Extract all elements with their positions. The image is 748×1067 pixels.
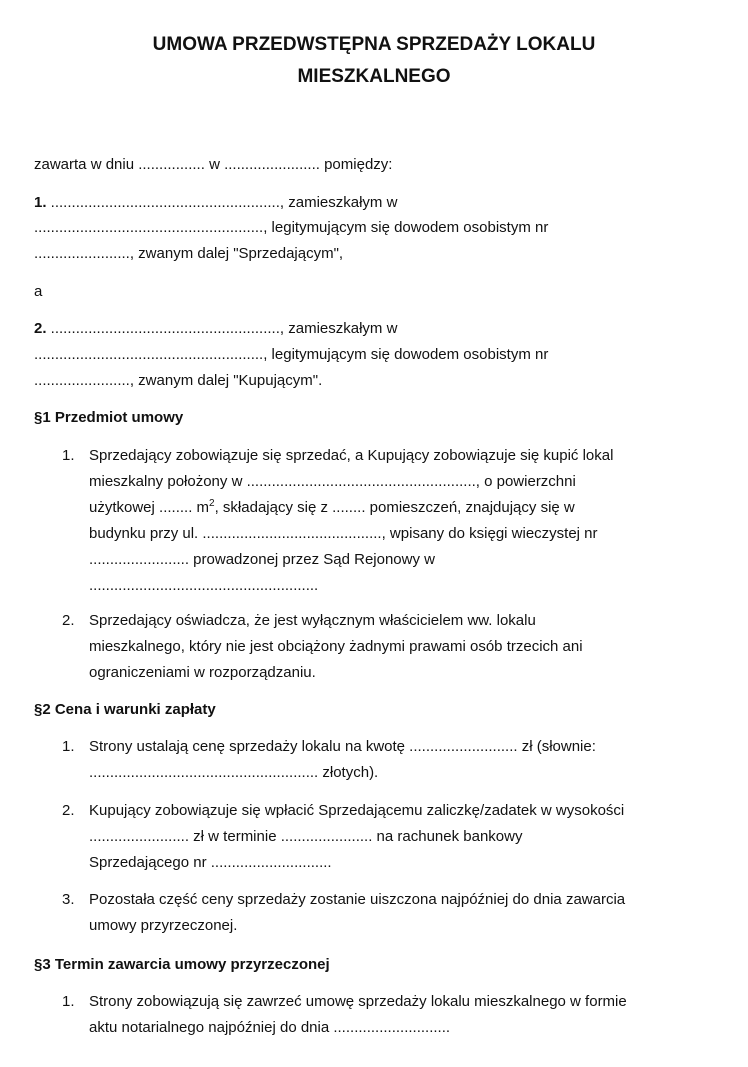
list-number: 2.: [62, 802, 75, 819]
document-title-line-1: UMOWA PRZEDWSTĘPNA SPRZEDAŻY LOKALU: [152, 34, 596, 55]
party1-line-2: ......................................................., legitymującym się dowodem osobistym nr: [34, 219, 549, 236]
list-number: 1.: [62, 447, 75, 464]
item-line: Strony ustalają cenę sprzedaży lokalu na kwotę .......................... zł (słownie:: [89, 738, 596, 755]
party2-number: 2.: [34, 320, 47, 337]
party2-line-1: [34, 319, 397, 339]
item-line: mieszkalny położony w ......................................................., o powierzchni: [89, 473, 576, 490]
list-item: [89, 734, 596, 786]
item-line: .......................................................: [89, 577, 319, 594]
item-line-part: , składający się z ........ pomieszczeń, znajdujący się w: [214, 499, 575, 516]
item-line: budynku przy ul. ..........................................., wpisany do księgi wieczystej nr: [89, 525, 598, 542]
party2-line-3: ......................., zwanym dalej "Kupującym".: [34, 372, 323, 389]
party1-text-1: ......................................................., zamieszkałym w: [46, 194, 398, 211]
party1-number: 1.: [34, 194, 47, 211]
party1-line-3: ......................., zwanym dalej "Sprzedającym",: [34, 245, 344, 262]
item-line: mieszkalnego, który nie jest obciążony żadnymi prawami osób trzecich ani: [89, 638, 583, 655]
party2-text-1: ......................................................., zamieszkałym w: [46, 320, 398, 337]
list-item: [89, 989, 627, 1041]
party1-line-1: [34, 193, 397, 213]
party2-line-2: ......................................................., legitymującym się dowodem osobistym nr: [34, 346, 549, 363]
item-line: Sprzedający oświadcza, że jest wyłącznym właścicielem ww. lokalu: [89, 612, 536, 629]
section-heading: §1 Przedmiot umowy: [34, 409, 184, 426]
item-line: Sprzedającego nr .............................: [89, 854, 332, 871]
item-line: [89, 495, 613, 521]
conjunction: a: [34, 283, 43, 300]
item-line: ograniczeniami w rozporządzaniu.: [89, 664, 316, 681]
list-item: [89, 887, 625, 939]
list-number: 1.: [62, 738, 75, 755]
item-line-part: użytkowej ........ m: [89, 499, 210, 516]
item-line: aktu notarialnego najpóźniej do dnia ............................: [89, 1019, 451, 1036]
list-number: 2.: [62, 612, 75, 629]
list-item: [89, 798, 624, 876]
section-heading: §3 Termin zawarcia umowy przyrzeczonej: [34, 956, 330, 973]
list-number: 1.: [62, 993, 75, 1010]
item-line: ....................................................... złotych).: [89, 764, 379, 781]
list-item: [89, 443, 613, 599]
item-line: Pozostała część ceny sprzedaży zostanie uiszczona najpóźniej do dnia zawarcia: [89, 891, 626, 908]
item-line: ........................ prowadzonej przez Sąd Rejonowy w: [89, 551, 435, 568]
item-line: Sprzedający zobowiązuje się sprzedać, a Kupujący zobowiązuje się kupić lokal: [89, 447, 614, 464]
item-line: Kupujący zobowiązuje się wpłacić Sprzedającemu zaliczkę/zadatek w wysokości: [89, 802, 625, 819]
list-item: [89, 608, 583, 686]
item-line: ........................ zł w terminie ...................... na rachunek bankowy: [89, 828, 523, 845]
item-line: Strony zobowiązują się zawrzeć umowę sprzedaży lokalu mieszkalnego w formie: [89, 993, 627, 1010]
document-title-line-2: MIESZKALNEGO: [297, 66, 451, 87]
intro-line: zawarta w dniu ................ w ....................... pomiędzy:: [34, 156, 393, 173]
list-number: 3.: [62, 891, 75, 908]
section-heading: §2 Cena i warunki zapłaty: [34, 701, 216, 718]
item-line: umowy przyrzeczonej.: [89, 917, 238, 934]
superscript: 2: [209, 498, 215, 509]
